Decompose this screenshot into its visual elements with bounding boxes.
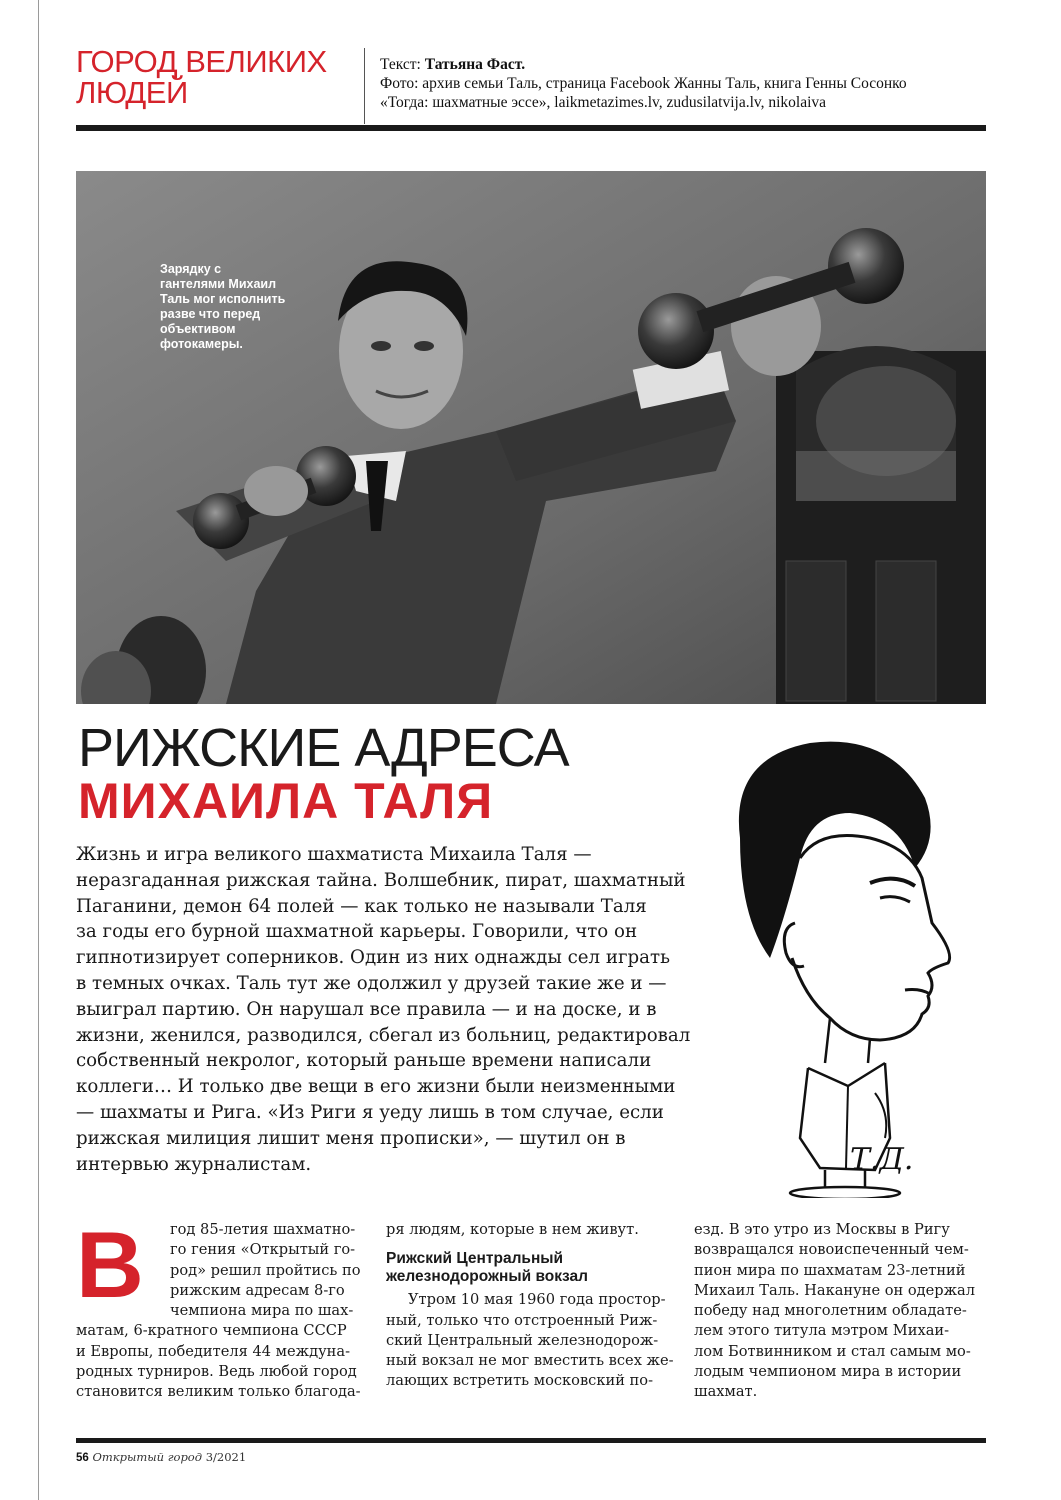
caption-line: объективом (160, 322, 236, 336)
page-number: 56 (76, 1452, 89, 1464)
dropcap-wrap-lines (76, 1212, 368, 1321)
lead-line: жизни, женился, разводился, сбегал из больниц, редактировал (76, 1024, 691, 1046)
body-line: шахмат. (694, 1383, 758, 1401)
body-line: чемпиона мира по шах- (170, 1302, 354, 1320)
lead-line: — шахматы и Рига. «Из Риги я уеду лишь в том случае, если (76, 1101, 664, 1123)
page-footer (76, 1450, 246, 1464)
footer-rule (76, 1438, 986, 1443)
lead-line: Жизнь и игра великого шахматиста Михаила Таля — (76, 844, 592, 865)
body-column-1 (76, 1212, 368, 1403)
drop-cap: В (76, 1212, 144, 1317)
body-line: ный, только что отстроенный Риж- (386, 1311, 658, 1329)
lead-line: гипнотизирует соперников. Один из них однажды сел играть (76, 947, 670, 969)
header-rule (76, 125, 986, 131)
body-line: Утром 10 мая 1960 года простор- (408, 1291, 666, 1309)
lead-line: в темных очках. Таль тут же одолжил у друзей такие же и — (76, 972, 667, 994)
body-line: и Европы, победителя 44 междуна- (76, 1342, 351, 1360)
lead-line: собственный некролог, который раньше времени написали (76, 1050, 652, 1072)
lead-line: за годы его бурной шахматной карьеры. Говорили, что он (76, 921, 638, 943)
body-column-2 (386, 1220, 676, 1392)
article-title-line1: РИЖСКИЕ АДРЕСА (78, 718, 569, 778)
body-line: год 85-летия шахматно- (170, 1221, 356, 1238)
body-line: езд. В это утро из Москвы в Ригу (694, 1221, 950, 1238)
body-line: пион мира по шахматам 23-летний (694, 1261, 966, 1279)
body-line: становится великим только благода- (76, 1383, 361, 1401)
lead-line: выиграл партию. Он нарушал все правила — и на доске, и в (76, 998, 657, 1020)
body-line: лом Ботвинником и стал самым мо- (694, 1342, 971, 1360)
caption-line: разве что перед (160, 307, 261, 321)
caption-line: Таль мог исполнить (160, 292, 286, 306)
subheading (386, 1250, 676, 1286)
body-line: лающих встретить московский по- (386, 1372, 654, 1390)
caption-line: гантелями Михаил (160, 277, 277, 291)
text-label: Текст: (380, 56, 425, 73)
caption-line: фотокамеры. (160, 337, 243, 351)
photo-credit-line: Фото: архив семьи Таль, страница Facebook Жанны Таль, книга Генны Сосонко (380, 75, 907, 92)
body-line: родных турниров. Ведь любой город (76, 1363, 357, 1381)
body-line: ный вокзал не мог вместить всех же- (386, 1352, 674, 1370)
section-tag-line: ЛЮДЕЙ (76, 75, 188, 110)
body-line: победу над многолетним обладате- (694, 1302, 967, 1320)
lead-line: коллеги… И только две вещи в его жизни были неизменными (76, 1076, 676, 1098)
body-line: ря людям, которые в нем живут. (386, 1221, 639, 1238)
page-margin-rule (38, 0, 39, 1500)
body-line: возвращался новоиспеченный чем- (694, 1241, 969, 1259)
caricature-drawing (700, 718, 990, 1198)
main-photo (76, 171, 986, 704)
header-divider (364, 48, 365, 124)
section-tag (76, 46, 366, 108)
body-column-3 (694, 1220, 986, 1403)
body-line: лодым чемпионом мира в истории (694, 1363, 962, 1381)
section-tag-line: ГОРОД ВЕЛИКИХ (76, 44, 327, 79)
author-name: Татьяна Фаст. (424, 56, 526, 73)
credits (380, 55, 1000, 112)
body-line: Михаил Таль. Накануне он одержал (694, 1281, 976, 1299)
body-line: род» решил пройтись по (170, 1261, 361, 1279)
body-line: го гения «Открытый го- (170, 1241, 356, 1259)
photo-caption (160, 262, 310, 352)
subheading-line: Рижский Центральный (386, 1250, 564, 1268)
lead-line: интервью журналистам. (76, 1153, 312, 1175)
lead-line: неразгаданная рижская тайна. Волшебник, пират, шахматный (76, 869, 686, 891)
body-line: рижским адресам 8-го (170, 1281, 345, 1299)
body-line: лем этого титула мэтром Михаи- (694, 1322, 950, 1340)
photo-illustration (76, 171, 986, 704)
artist-signature: Т.Д. (850, 1142, 914, 1177)
caption-line: Зарядку с (160, 262, 222, 276)
lead-line: Паганини, демон 64 полей — как только не называли Таля (76, 895, 647, 917)
magazine-name: Открытый город (92, 1450, 203, 1464)
issue-number: 3/2021 (205, 1450, 247, 1464)
body-line: матам, 6-кратного чемпиона СССР (76, 1322, 347, 1340)
subheading-line: железнодорожный вокзал (386, 1268, 588, 1286)
article-lead (76, 842, 698, 1177)
author-credit (380, 55, 1000, 74)
photo-credit-line: «Тогда: шахматные эссе», laikmetazimes.lv, zudusilatvija.lv, nikolaiva (380, 94, 827, 111)
body-line: ский Центральный железнодорож- (386, 1331, 659, 1349)
article-title-line2: МИХАИЛА ТАЛЯ (78, 773, 494, 829)
lead-line: рижская милиция лишит меня прописки», — шутил он в (76, 1127, 626, 1149)
